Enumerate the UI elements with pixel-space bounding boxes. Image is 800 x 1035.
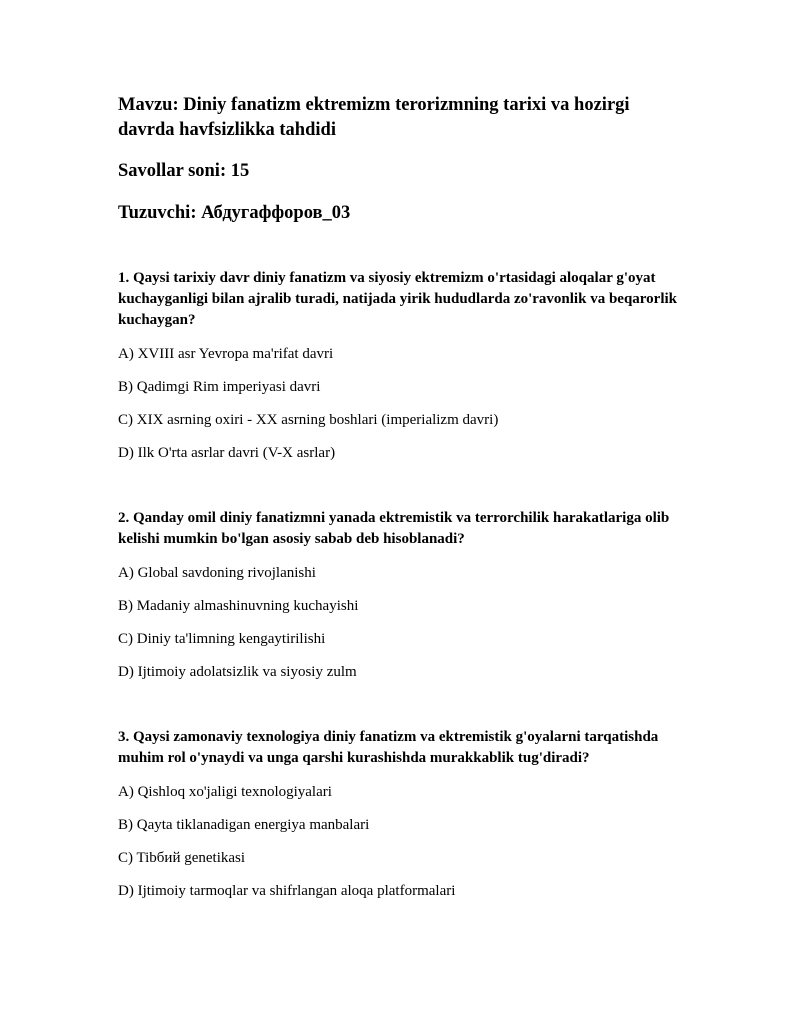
answer-option-d: D) Ijtimoiy adolatsizlik va siyosiy zulm: [118, 664, 357, 680]
question-text: 3. Qaysi zamonaviy texnologiya diniy fanatizm va ektremistik g'oyalarni tarqatishda muhim rol o'ynaydi va unga qarshi kurashishda murakkablik tug'diradi?: [118, 729, 659, 766]
answer-option-a: A) Global savdoning rivojlanishi: [118, 565, 316, 581]
answer-option-b: B) Qayta tiklanadigan energiya manbalari: [118, 817, 370, 833]
question-text: 1. Qaysi tarixiy davr diniy fanatizm va siyosiy ektremizm o'rtasidagi aloqalar g'oyat kuchayganligi bilan ajralib turadi, natijada yirik hududlarda zo'ravonlik va beqarorlik kuchaygan?: [118, 270, 678, 328]
answer-option-b: B) Madaniy almashinuvning kuchayishi: [118, 598, 359, 614]
question-1: [118, 268, 678, 463]
answer-option-c: C) XIX asrning oxiri - XX asrning boshlari (imperializm davri): [118, 412, 499, 428]
answer-option-b: B) Qadimgi Rim imperiyasi davri: [118, 379, 321, 395]
question-count: Savollar soni: 15: [118, 161, 250, 181]
answer-option-c: C) Tibбий genetikasi: [118, 850, 246, 866]
question-text: 2. Qanday omil diniy fanatizmni yanada ektremistik va terrorchilik harakatlariga olib kelishi mumkin bo'lgan asosiy sabab deb hisoblanadi?: [118, 510, 670, 547]
answer-option-a: A) XVIII asr Yevropa ma'rifat davri: [118, 346, 334, 362]
question-list: [118, 268, 678, 901]
question-2: [118, 508, 678, 682]
answer-option-d: D) Ijtimoiy tarmoqlar va shifrlangan aloqa platformalari: [118, 883, 456, 899]
document-page: [118, 93, 678, 901]
answer-option-a: A) Qishloq xo'jaligi texnologiyalari: [118, 784, 332, 800]
answer-option-c: C) Diniy ta'limning kengaytirilishi: [118, 631, 326, 647]
question-3: [118, 727, 678, 901]
topic-title: Mavzu: Diniy fanatizm ektremizm terorizmning tarixi va hozirgi davrda havfsizlikka tahdidi: [118, 95, 630, 140]
answer-option-d: D) Ilk O'rta asrlar davri (V-X asrlar): [118, 445, 336, 461]
author-line: Tuzuvchi: Абдугаффоров_03: [118, 203, 351, 223]
